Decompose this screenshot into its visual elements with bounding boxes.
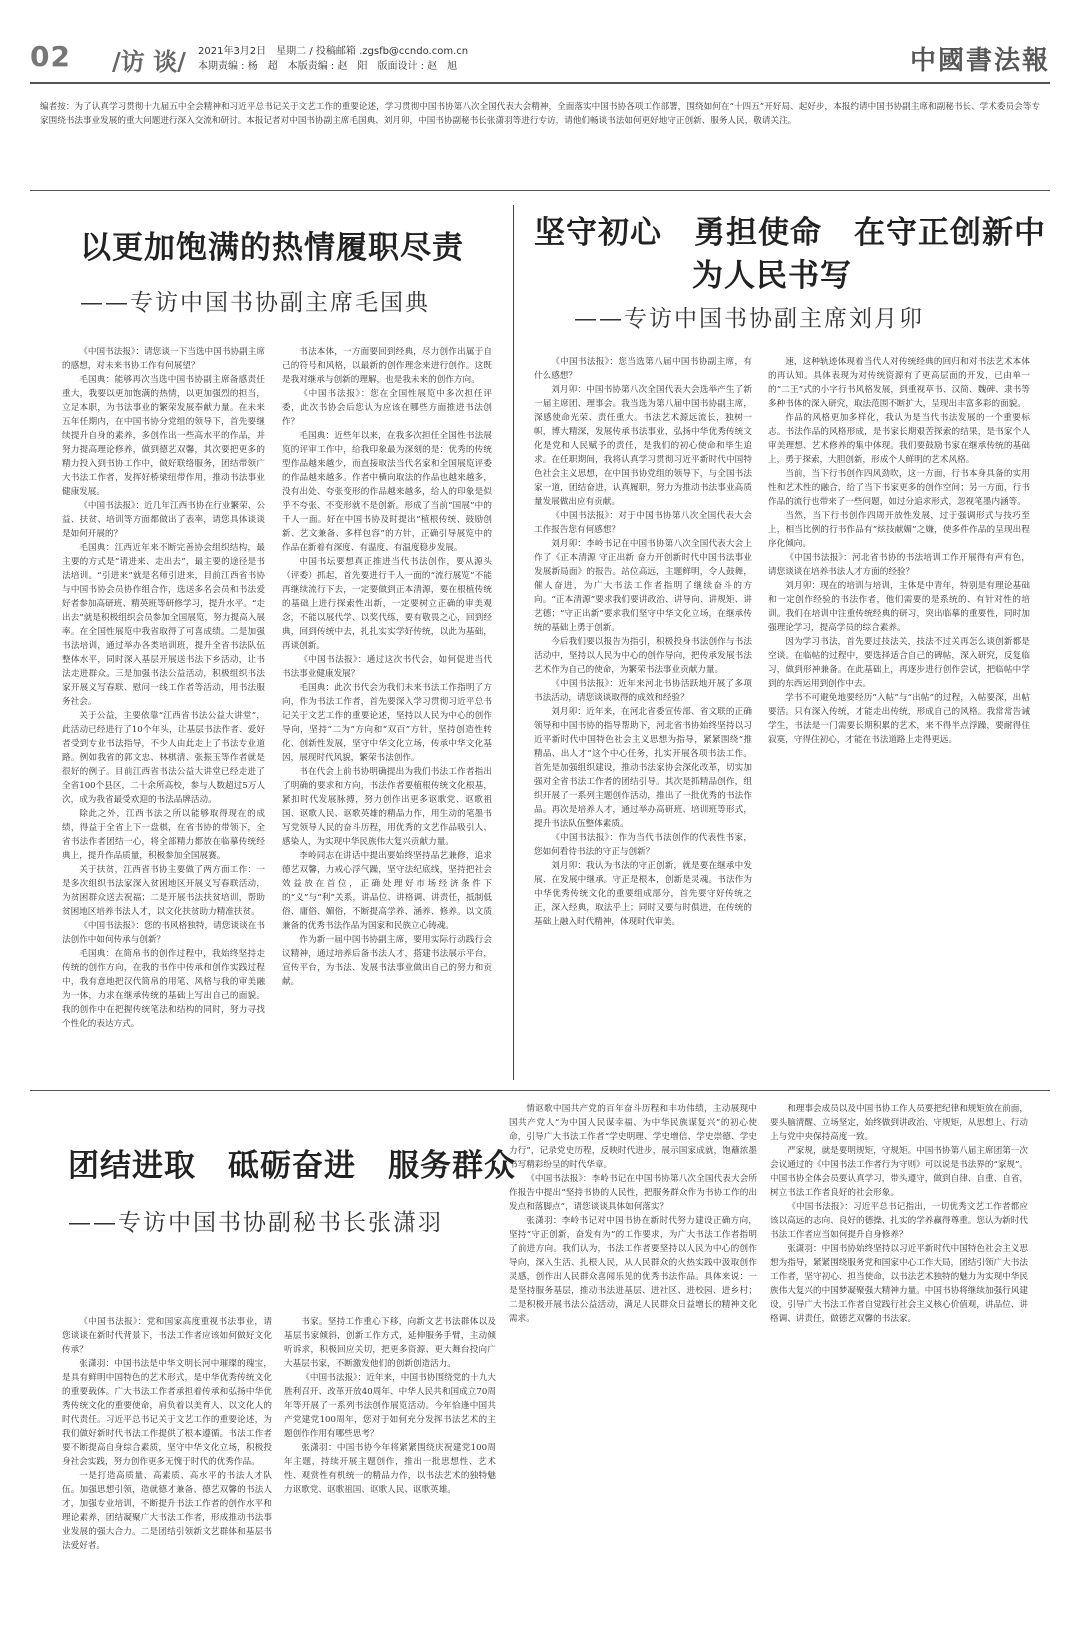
paragraph: 张潇羽：中国书协今年将紧紧围绕庆祝建党100周年主题，持续开展主题创作，推出一批思想性、艺术性、观赏性有机统一的精品力作，以书法艺术的独特魅力讴歌党、讴歌祖国、讴歌人民、讴歌英雄。 [284, 1443, 496, 1495]
article-1-subtitle: ——专访中国书协副主席毛国典 [80, 290, 430, 316]
article-1-title: 以更加饱满的热情履职尽责 [80, 230, 464, 266]
article-2-column-1 [534, 355, 752, 1070]
paragraph: 情讴歌中国共产党的百年奋斗历程和丰功伟绩，主动展现中国共产党人“为中国人民谋幸福、为中华民族谋复兴”的初心使命，引导广大书法工作者“学史明理、学史增信、学史崇德、学史力行”，记录党史历程，反映时代进步，展示国家成就，饱蘸浓墨书写精彩纷呈的时代华章。 [509, 1104, 757, 1170]
paragraph: 当前，当下行书创作四风劲吹，这一方面，行书本身具备的实用性和艺术性的融合，给了当下书家更多的创作空间；另一方面，行书作品的流行也带来了一些问题，如过分追求形式，忽视笔墨内涵等。 [768, 469, 1030, 507]
masthead [30, 40, 1050, 78]
paragraph: 《中国书法报》：通过这次书代会，如何促进当代书法事业健康发展？ [282, 655, 492, 679]
paragraph: 毛国典：江西近年来不断完善协会组织结构，最主要的方式是“请进来、走出去”，最主要的途径是书法培训。“引进来”就是名师引进来，目前江西省书协与中国书协会员协作组合作，选送多名会员和书法爱好者参加高研班、精英班等研修学习，提升水平。“走出去”就是积极组织会员参加全国展览，努力提高入展率。在全国性展览中我省取得了可喜成绩。二是加强书法培训，通过举办各类培训班，提升全省书法队伍整体水平，同时深入基层开展送书法下乡活动，让书法走进群众。三是加强书法公益活动，积极组织书法家开展义写春联、慰问一线工作者等活动，用书法服务社会。 [62, 543, 265, 707]
paragraph: 《中国书法报》：近年来河北书协活跃地开展了多项书法活动，请您谈谈取得的成效和经验？ [534, 679, 752, 703]
paragraph: 李岭同志在讲话中提出要始终坚持品艺兼修，追求德艺双馨，力戒心浮气躁，坚守法纪底线，坚持把社会效益放在首位，正确处理好市场经济条件下的“义”与“利”关系，讲品位、讲格调、讲责任，抵制低俗、庸俗、媚俗，不断提高学养、涵养、修养。以文质兼备的优秀书法作品为国家和民族立心铸魂。 [282, 851, 492, 931]
paragraph: 今后我们要以报告为指引，积极投身书法创作与书法活动中，坚持以人民为中心的创作导向，把传承发展书法艺术作为自己的使命，为繁荣书法事业贡献力量。 [534, 637, 752, 675]
paragraph: 《中国书法报》：党和国家高度重视书法事业，请您谈谈在新时代背景下，书法工作者应该如何做好文化传承？ [62, 1317, 272, 1355]
paragraph: 《中国书法报》：作为当代书法创作的代表性书家，您如何看待书法的守正与创新？ [534, 833, 752, 857]
section-name: /访 谈/ [112, 47, 186, 76]
paragraph: 毛国典：近些年以来，在我多次担任全国性书法展览的评审工作中，给我印象最为深刻的是：优秀的传统型作品越来越少，而直接取法当代名家和全国展览评委的作品越来越多。作者中横向取法的作品也越来越多，没有出处、夸张变形的作品越来越多，给人的印象是似乎不夸张、不变形就不是创新。形成了当前“国展”中的千人一面。好在中国书协及时提出“植根传统、鼓励创新、艺文兼备、多样包容”的方针，正确引导展览中的作品在新着有深度、有温度、有温度稳步发展。 [282, 431, 492, 553]
article-3-column-4 [770, 1102, 1028, 1615]
article-2-column-2 [768, 355, 1030, 1070]
paragraph: 毛国典：能够再次当选中国书协副主席备感责任重大，我要以更加饱满的热情，以更加强烈的担当，立足本职，为书法事业的繁荣发展奉献力量。在未来五年任期内，在中国书协分党组的领导下，首先要继续提升自身的素养，多创作出一些高水平的作品，并努力提高理论修养，做到德艺双馨，其次要把更多的精力投入到书协工作中，做好联络服务，团结带领广大书法工作者，发挥好桥梁纽带作用，推动书法事业健康发展。 [62, 375, 265, 497]
paragraph: 《中国书法报》：近年来，中国书协围绕党的十九大胜利召开、改革开放40周年、中华人民共和国成立70周年等开展了一系列书法创作展览活动。今年恰逢中国共产党建党100周年，您对于如何充分发挥书法艺术的主题创作作用有哪些思考？ [284, 1373, 496, 1439]
paragraph: 刘月卯：中国书协第八次全国代表大会选举产生了新一届主席团、理事会。我当选为第八届中国书协副主席，深感使命光荣、责任重大。书法艺术源远流长，独树一帜，博大精深，发展传承书法事业，弘扬中华优秀传统文化是党和人民赋予的责任，是我们的初心使命和毕生追求。在任职期间，我将认真学习贯彻习近平新时代中国特色社会主义思想，在中国书协党组的领导下，与全国书法家一道，团结奋进，认真履职，努力为推动书法事业高质量发展做出应有贡献。 [534, 385, 752, 507]
paragraph: 当然，当下行书创作四周开放性发展，过于强调形式与技巧至上，相当比例的行书作品有“炫技献媚”之嫌，使多件作品的呈现出程序化倾向。 [768, 511, 1030, 549]
paragraph: 《中国书法报》：河北省书协的书法培训工作开展得有声有色，请您谈谈在培养书法人才方面的经验？ [768, 553, 1030, 577]
paragraph: 《中国书法报》：您的书风格独特，请您谈谈在书法创作中如何传承与创新？ [62, 921, 265, 945]
editors-line: 本期责编 : 杨 超 本版责编 : 赵 阳 版面设计 : 赵 旭 [198, 61, 458, 72]
paragraph: 刘月卯：近年来，在河北省委宣传部、省文联的正确领导和中国书协的指导帮助下，河北省书协始终坚持以习近平新时代中国特色社会主义思想为指导，紧紧围绕“推精品、出人才”这个中心任务，扎实开展各项书法工作。首先是加强组织建设，推动书法家协会深化改革，切实加强对全省书法工作者的团结引导。其次是抓精品创作，组织开展了一系列主题创作活动，推出了一批优秀的书法作品。再次是培养人才，通过举办高研班、培训班等形式，提升书法队伍整体素质。 [534, 707, 752, 829]
date-line: 2021年3月2日 星期二 / 投稿邮箱 .zgsfb@ccndo.com.cn [198, 46, 469, 57]
article-1-column-2 [282, 345, 492, 1070]
paragraph: 张潇羽：李岭书记对中国书协在新时代努力建设正确方向，坚持“守正创新，奋发有为”的工作要求，为广大书法工作者指明了前进方向。我们认为，书法工作者要坚持以人民为中心的创作导向，深入生活、扎根人民，从人民群众的火热实践中汲取创作灵感，创作出人民群众喜闻乐见的优秀书法作品。具体来说：一是坚持服务基层，推动书法进基层、进社区、进校园、进乡村；二是积极开展书法公益活动，满足人民群众日益增长的精神文化需求。 [509, 1216, 757, 1324]
paragraph: 书家。坚持工作重心下移，向新文艺书法群体以及基层书家倾斜，创新工作方式，延伸服务手臂，主动倾听诉求，积极回应关切，把更多资源、更大舞台投向广大基层书家，不断激发他们的创新创造活力。 [284, 1317, 496, 1369]
paragraph: 张潇羽：中国书协始终坚持以习近平新时代中国特色社会主义思想为指导，紧紧围绕服务党和国家中心工作大局，团结引领广大书法工作者，坚守初心、担当使命，以书法艺术独特的魅力为实现中华民族伟大复兴的中国梦凝聚强大精神力量。中国书协将继续加强行风建设，引导广大书法工作者自觉践行社会主义核心价值观，讲品位、讲格调、讲责任，做德艺双馨的书法家。 [770, 1244, 1028, 1324]
paragraph: 毛国典：在简帛书的创作过程中，我始终坚持走传统的创作方向，在我的书作中传承和创作实践过程中，我有意地把汉代简帛的用笔、风格与我的审美融为一体，力求在继承传统的基础上写出自己的面貌。我的创作中在把握传统笔法和结构的同时，努力寻找个性化的表达方式。 [62, 949, 265, 1029]
paragraph: 关于扶贫，江西省书协主要做了两方面工作：一是多次组织书法家深入贫困地区开展义写春联活动，为贫困群众送去祝福；二是开展书法扶贫培训，帮助贫困地区培养书法人才，以文化扶贫助力精准扶贫。 [62, 865, 265, 917]
paragraph: 刘月卯：现在的培训与培训，主体是中青年，特别是有理论基础和一定创作经验的书法作者，他们需要的是系统的、有针对性的培训。我们在培训中注重传统经典的研习，突出临摹的重要性，同时加强理论学习，提高学员的综合素养。 [768, 581, 1030, 633]
paragraph: 作品的风格更加多样化，我认为是当代书法发展的一个重要标志。书法作品的风格形成，是书家长期艰苦探索的结果，是书家个人审美理想、艺术修养的集中体现。我们要鼓励书家在继承传统的基础上，勇于探索，大胆创新，形成个人鲜明的艺术风格。 [768, 413, 1030, 465]
paragraph: 因为学习书法，首先要过技法关，技法不过关再怎么谈创新都是空谈。在临帖的过程中，要选择适合自己的碑帖，深入研究，反复临习，做到形神兼备。在此基础上，再逐步进行创作尝试，把临帖中学到的东西运用到创作中去。 [768, 637, 1030, 689]
masthead-meta [198, 44, 468, 74]
article-3-title: 团结进取 砥砺奋进 服务群众 [68, 1148, 516, 1184]
paragraph: 一是打造高质量、高素质、高水平的书法人才队伍。加强思想引领，造就德才兼备、德艺双馨的书法人才，加强专业培训，不断提升书法工作者的创作水平和理论素养，团结凝聚广大书法工作者，形成推动书法事业发展的强大合力。二是团结引领新文艺群体和基层书法爱好者。 [62, 1471, 272, 1551]
paragraph: 书在代会上前书协明确提出为我们书法工作者指出了明确的要求和方向，书法作者要植根传统文化根基，紧扣时代发展脉搏，努力创作出更多讴歌党、讴歌祖国、讴歌人民、讴歌英雄的精品力作，用生动的笔墨书写党领导人民的奋斗历程，用优秀的文艺作品吸引人、感染人，为实现中华民族伟大复兴贡献力量。 [282, 767, 492, 847]
paragraph: 《中国书法报》：李岭书记在中国书协第八次全国代表大会所作报告中提出“坚持书协的人民性，把服务群众作为书协工作的出发点和落脚点”，请您谈谈具体如何落实？ [509, 1174, 757, 1212]
paragraph: 作为新一届中国书协副主席，要用实际行动践行会议精神，通过培养后备书法人才，搭建书法展示平台，宣传平台，为书法、发展书法事业做出自己的努力和贡献。 [282, 935, 492, 987]
note-rule [30, 190, 1050, 191]
article-2-title-line-1: 坚守初心 勇担使命 在守正创新中 [534, 215, 1046, 251]
paragraph: 《中国书法报》：您在全国性展览中多次担任评委，此次书协会后您认为应该在哪些方面推进书法创作？ [282, 389, 492, 427]
article-2-subtitle: ——专访中国书协副主席刘月卯 [574, 306, 924, 332]
article-1-column-1 [62, 345, 265, 1070]
paragraph: 关于公益，主要依靠“江西省书法公益大讲堂”，此活动已经进行了10个年头，让基层书法作者、爱好者受到专业书法指导，不少人由此走上了书法专业道路。例如我省的郭文忠、林棋清、张振玉等作者就是很好的例子。目前江西省书法公益大讲堂已经走进了全省100个县区，二十余所高校，参与人数超过5万人次，成为我省最受欢迎的书法品牌活动。 [62, 711, 265, 805]
paragraph: 学书不可避免地要经历“入帖”与“出帖”的过程，入帖要深，出帖要活。只有深入传统，才能走出传统，形成自己的风格。我常常告诫学生，书法是一门需要长期积累的艺术，来不得半点浮躁，要耐得住寂寞，守得住初心，才能在书法道路上走得更远。 [768, 693, 1030, 745]
newspaper-logo: 中國書法報 [909, 46, 1050, 76]
paragraph: 张潇羽：中国书法是中华文明长河中璀璨的瑰宝，是具有鲜明中国特色的艺术形式，是中华优秀传统文化的重要载体。广大书法工作者承担着传承和弘扬中华优秀传统文化的重要使命，肩负着以美育人、以文化人的时代责任。习近平总书记关于文艺工作的重要论述，为我们做好新时代书法工作提供了根本遵循。书法工作者要不断提高自身综合素质，坚守中华文化立场，积极投身社会实践，努力创作更多无愧于时代的优秀作品。 [62, 1359, 272, 1467]
article-3-column-2 [284, 1315, 496, 1615]
article-3-subtitle: ——专访中国书协副秘书长张潇羽 [68, 1210, 443, 1236]
article-3-column-3 [509, 1102, 757, 1615]
paragraph: 速，这种轨迹体现着当代人对传统经典的回归和对书法艺术本体的再认知。具体表现为对传统资源有了更高层面的开发，已由单一的“二王”式的小字行书风格发展，到重视草书、汉简、魏碑、隶书等多种书体的深入研究，取法范围不断扩大，呈现出丰富多彩的面貌。 [768, 357, 1030, 409]
paragraph: 书法本体，一方面要回到经典，尽力创作出属于自己的符号和风格，以最新的创作理念来进行创作。这既是我对继承与创新的理解，也是我未来的创作方向。 [282, 347, 492, 385]
paragraph: 《中国书法报》：您当选第八届中国书协副主席，有什么感想？ [534, 357, 752, 381]
paragraph: 《中国书法报》：习近平总书记指出，一切优秀文艺工作者都应该以高远的志向、良好的德操、扎实的学养赢得尊重。您认为新时代书法工作者应当如何提升自身修养？ [770, 1202, 1028, 1240]
column-divider [513, 205, 514, 1080]
article-2-title-line-2: 为人民书写 [692, 258, 852, 294]
page-number: 02 [30, 40, 71, 73]
section-rule [30, 1090, 1050, 1091]
paragraph: 《中国书法报》：对于中国书协第八次全国代表大会工作报告您有何感想？ [534, 511, 752, 535]
paragraph: 刘月卯：李岭书记在中国书协第八次全国代表大会上作了《正本清源 守正出新 奋力开创新时代中国书法事业发展新局面》的报告。站位高远，主题鲜明，令人鼓舞，催人奋进，为广大书法工作者指明了继续奋斗的方向。“正本清源”要求我们要讲政治、讲导向、讲规矩、讲艺德；“守正出新”要求我们坚守中华文化立场，在继承传统的基础上勇于创新。 [534, 539, 752, 633]
editor-note: 编者按：为了认真学习贯彻十九届五中全会精神和习近平总书记关于文艺工作的重要论述，学习贯彻中国书协第八次全国代表大会精神，全面落实中国书协各项工作部署，围绕如何在“十四五”开好局、起好步，本报约请中国书协副主席和副秘书长、学术委员会等专家围绕书法事业发展的重大问题进行深入交流和研讨。本报记者对中国书协副主席毛国典、刘月卯，中国书协副秘书长张潇羽等进行专访，请他们畅谈书法如何更好地守正创新、服务人民，敬请关注。 [40, 102, 1040, 126]
masthead-rule [30, 82, 1050, 84]
paragraph: 刘月卯：我认为书法的守正创新，就是要在继承中发展、在发展中继承。守正是根本，创新是灵魂。书法作为中华优秀传统文化的重要组成部分，首先要守好传统之正，深入经典，取法乎上；同时又要与时俱进，在传统的基础上融入时代精神，体现时代审美。 [534, 861, 752, 927]
paragraph: 严家规，就是要明规矩，守规矩。中国书协第八届主席团第一次会议通过的《中国书法工作者行为守则》可以说是书法界的“家规”。中国书协全体会员要认真学习，带头遵守，做到自律、自重、自省，树立书法工作者良好的社会形象。 [770, 1146, 1028, 1198]
paragraph: 《中国书法报》：请您谈一下当选中国书协副主席的感想，对未来书协工作有何展望？ [62, 347, 265, 371]
paragraph: 毛国典：此次书代会为我们未来书法工作指明了方向，作为书法工作者，首先要深入学习贯彻习近平总书记关于文艺工作的重要论述，坚持以人民为中心的创作导向，坚持“二为”方向和“双百”方针，坚持创造性转化、创新性发展，坚守中华文化立场，传承中华文化基因，展现时代风貌，繁荣书法创作。 [282, 683, 492, 763]
article-3-column-1 [62, 1315, 272, 1615]
paragraph: 中国书坛要想真正推进当代书法创作，要从源头（评委）抓起，首先要进行千人一面的“流行展览”不能再继续流行下去，一定要做到正本清源，要在根植传统的基础上进行探索性出新，一定要树立正确的审美观念，不能以展代学、以奖代练，要有敬畏之心，回到经典，回到传统中去，扎扎实实学好传统，以此为基础，再谈创新。 [282, 557, 492, 651]
paragraph: 除此之外，江西书法之所以能够取得现在的成绩，得益于全省上下一盘棋，在省书协的带领下，全省书法作者团结一心，将全部精力都放在临摹传统经典上，提升作品质量，积极参加全国展赛。 [62, 809, 265, 861]
paragraph: 《中国书法报》：近几年江西书协在行业繁荣、公益、扶贫、培训等方面都做出了表率，请您具体谈谈是如何开展的？ [62, 501, 265, 539]
paragraph: 和理事会成员以及中国书协工作人员要把纪律和规矩放在前面，要头脑清醒、立场坚定，始终做到讲政治、守规矩，从思想上、行动上与党中央保持高度一致。 [770, 1104, 1028, 1142]
